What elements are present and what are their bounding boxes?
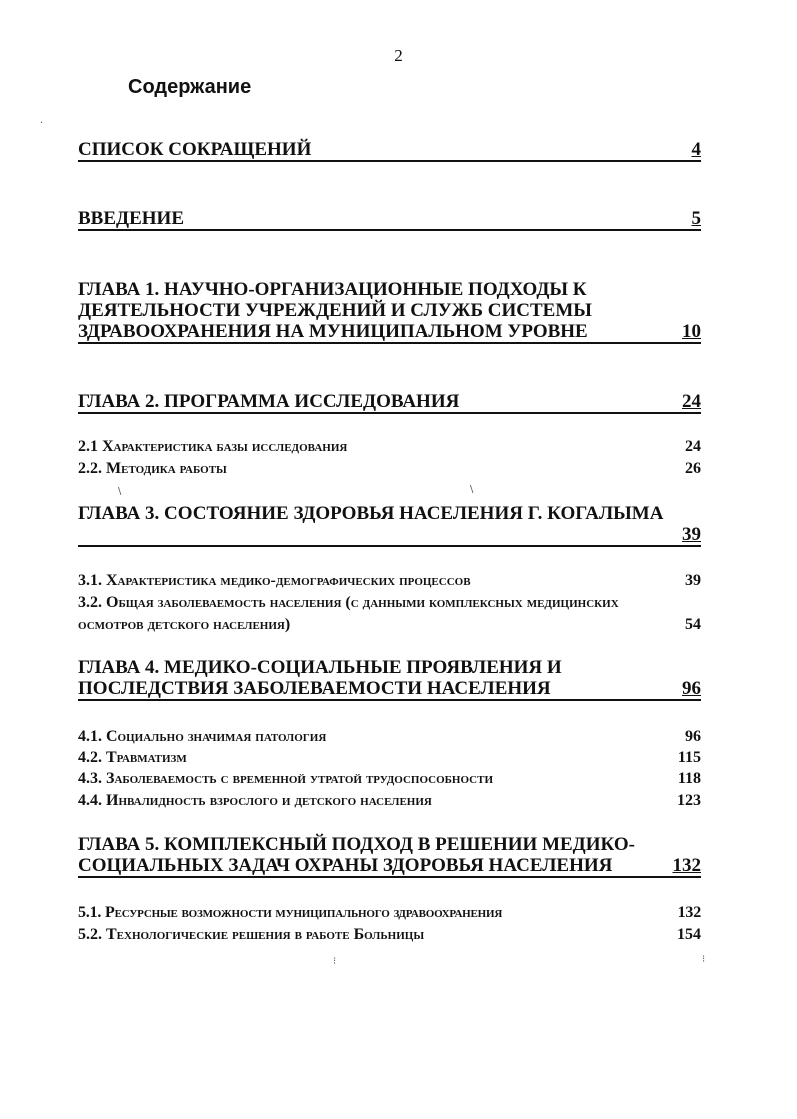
toc-entry-section-4-4[interactable] xyxy=(78,790,701,812)
toc-entry-text: 4.3. Заболеваемость с временной утратой трудоспособности xyxy=(78,770,494,787)
toc-entry-section-2-2[interactable] xyxy=(78,458,701,480)
toc-entry-page: 10 xyxy=(682,321,701,342)
toc-entry-section-4-2[interactable] xyxy=(78,747,701,769)
toc-entry-text: ГЛАВА 2. ПРОГРАММА ИССЛЕДОВАНИЯ xyxy=(78,391,460,412)
toc-entry-text: СПИСОК СОКРАЩЕНИЙ xyxy=(78,139,312,160)
toc-entry-chapter-1[interactable] xyxy=(78,279,701,344)
toc-entry-text: ГЛАВА 1. НАУЧНО-ОРГАНИЗАЦИОННЫЕ ПОДХОДЫ К ДЕЯТЕЛЬНОСТИ УЧРЕЖДЕНИЙ И СЛУЖБ СИСТЕМЫ ЗДРАВООХРАНЕНИЯ НА МУНИЦИПАЛЬНОМ УРОВНЕ xyxy=(78,279,592,342)
toc-title: Содержание xyxy=(128,76,252,98)
toc-entry-section-4-3[interactable] xyxy=(78,768,701,790)
toc-entry-text: 4.2. Травматизм xyxy=(78,749,187,766)
toc-entry-section-5-1[interactable] xyxy=(78,902,701,924)
toc-entry-text: ВВЕДЕНИЕ xyxy=(78,208,184,229)
scan-artifact-mark: \ xyxy=(470,484,474,495)
toc-entry-chapter-4[interactable] xyxy=(78,657,701,701)
toc-entry-page: 39 xyxy=(682,524,701,545)
toc-entry-page: 132 xyxy=(677,904,701,921)
toc-entry-text: ГЛАВА 5. КОМПЛЕКСНЫЙ ПОДХОД В РЕШЕНИИ МЕДИКО-СОЦИАЛЬНЫХ ЗАДАЧ ОХРАНЫ ЗДОРОВЬЯ НАСЕЛЕНИЯ xyxy=(78,834,635,876)
toc-entry-text: 2.1 Характеристика базы исследования xyxy=(78,438,348,455)
toc-entry-text: 3.2. Общая заболеваемость населения (с данными комплексных медицинских осмотров детского населения) xyxy=(78,594,619,633)
toc-entry-page: 5 xyxy=(691,208,701,229)
toc-entry-text: 4.4. Инвалидность взрослого и детского населения xyxy=(78,792,432,809)
toc-entry-chapter-2[interactable] xyxy=(78,391,701,414)
toc-entry-text: 3.1. Характеристика медико-демографических процессов xyxy=(78,572,471,589)
toc-entry-chapter-5[interactable] xyxy=(78,834,701,878)
toc-entry-section-5-2[interactable] xyxy=(78,924,701,946)
toc-entry-section-2-1[interactable] xyxy=(78,436,701,458)
toc-entry-text: 5.1. Ресурсные возможности муниципального здравоохранения xyxy=(78,904,503,921)
toc-entry-text: 5.2. Технологические решения в работе Больницы xyxy=(78,926,425,943)
toc-entry-page: 123 xyxy=(677,792,701,809)
page-number: 2 xyxy=(394,46,403,65)
toc-entry-text: ГЛАВА 3. СОСТОЯНИЕ ЗДОРОВЬЯ НАСЕЛЕНИЯ Г. КОГАЛЫМА xyxy=(78,503,664,524)
toc-entry-section-3-1[interactable] xyxy=(78,570,701,592)
toc-entry-section-3-2[interactable] xyxy=(78,592,701,636)
toc-entry-introduction[interactable] xyxy=(78,208,701,231)
toc-entry-page: 132 xyxy=(672,855,701,876)
toc-entry-page: 26 xyxy=(685,460,701,477)
toc-entry-page: 118 xyxy=(677,770,701,787)
toc-entry-page: 96 xyxy=(685,728,701,745)
toc-entry-abbreviations[interactable] xyxy=(78,139,701,162)
toc-entry-page: 154 xyxy=(677,926,701,943)
toc-entry-text: 4.1. Социально значимая патология xyxy=(78,728,327,745)
scan-artifact-mark: ⁝ xyxy=(333,956,337,967)
toc-entry-page: 54 xyxy=(685,616,701,633)
scan-artifact-mark: ⁝ xyxy=(702,954,706,965)
toc-entry-chapter-3[interactable] xyxy=(78,503,701,547)
toc-entry-page: 4 xyxy=(691,139,701,160)
scan-artifact-mark: \ xyxy=(118,486,122,497)
toc-entry-section-4-1[interactable] xyxy=(78,726,701,748)
toc-entry-page: 96 xyxy=(682,678,701,699)
toc-entry-page: 39 xyxy=(685,572,701,589)
scan-artifact-mark: · xyxy=(40,118,44,129)
toc-entry-page: 115 xyxy=(677,749,701,766)
toc-entry-text: 2.2. Методика работы xyxy=(78,460,227,477)
toc-entry-page: 24 xyxy=(682,391,701,412)
toc-entry-page: 24 xyxy=(685,438,701,455)
toc-entry-text: ГЛАВА 4. МЕДИКО-СОЦИАЛЬНЫЕ ПРОЯВЛЕНИЯ И ПОСЛЕДСТВИЯ ЗАБОЛЕВАЕМОСТИ НАСЕЛЕНИЯ xyxy=(78,657,562,699)
